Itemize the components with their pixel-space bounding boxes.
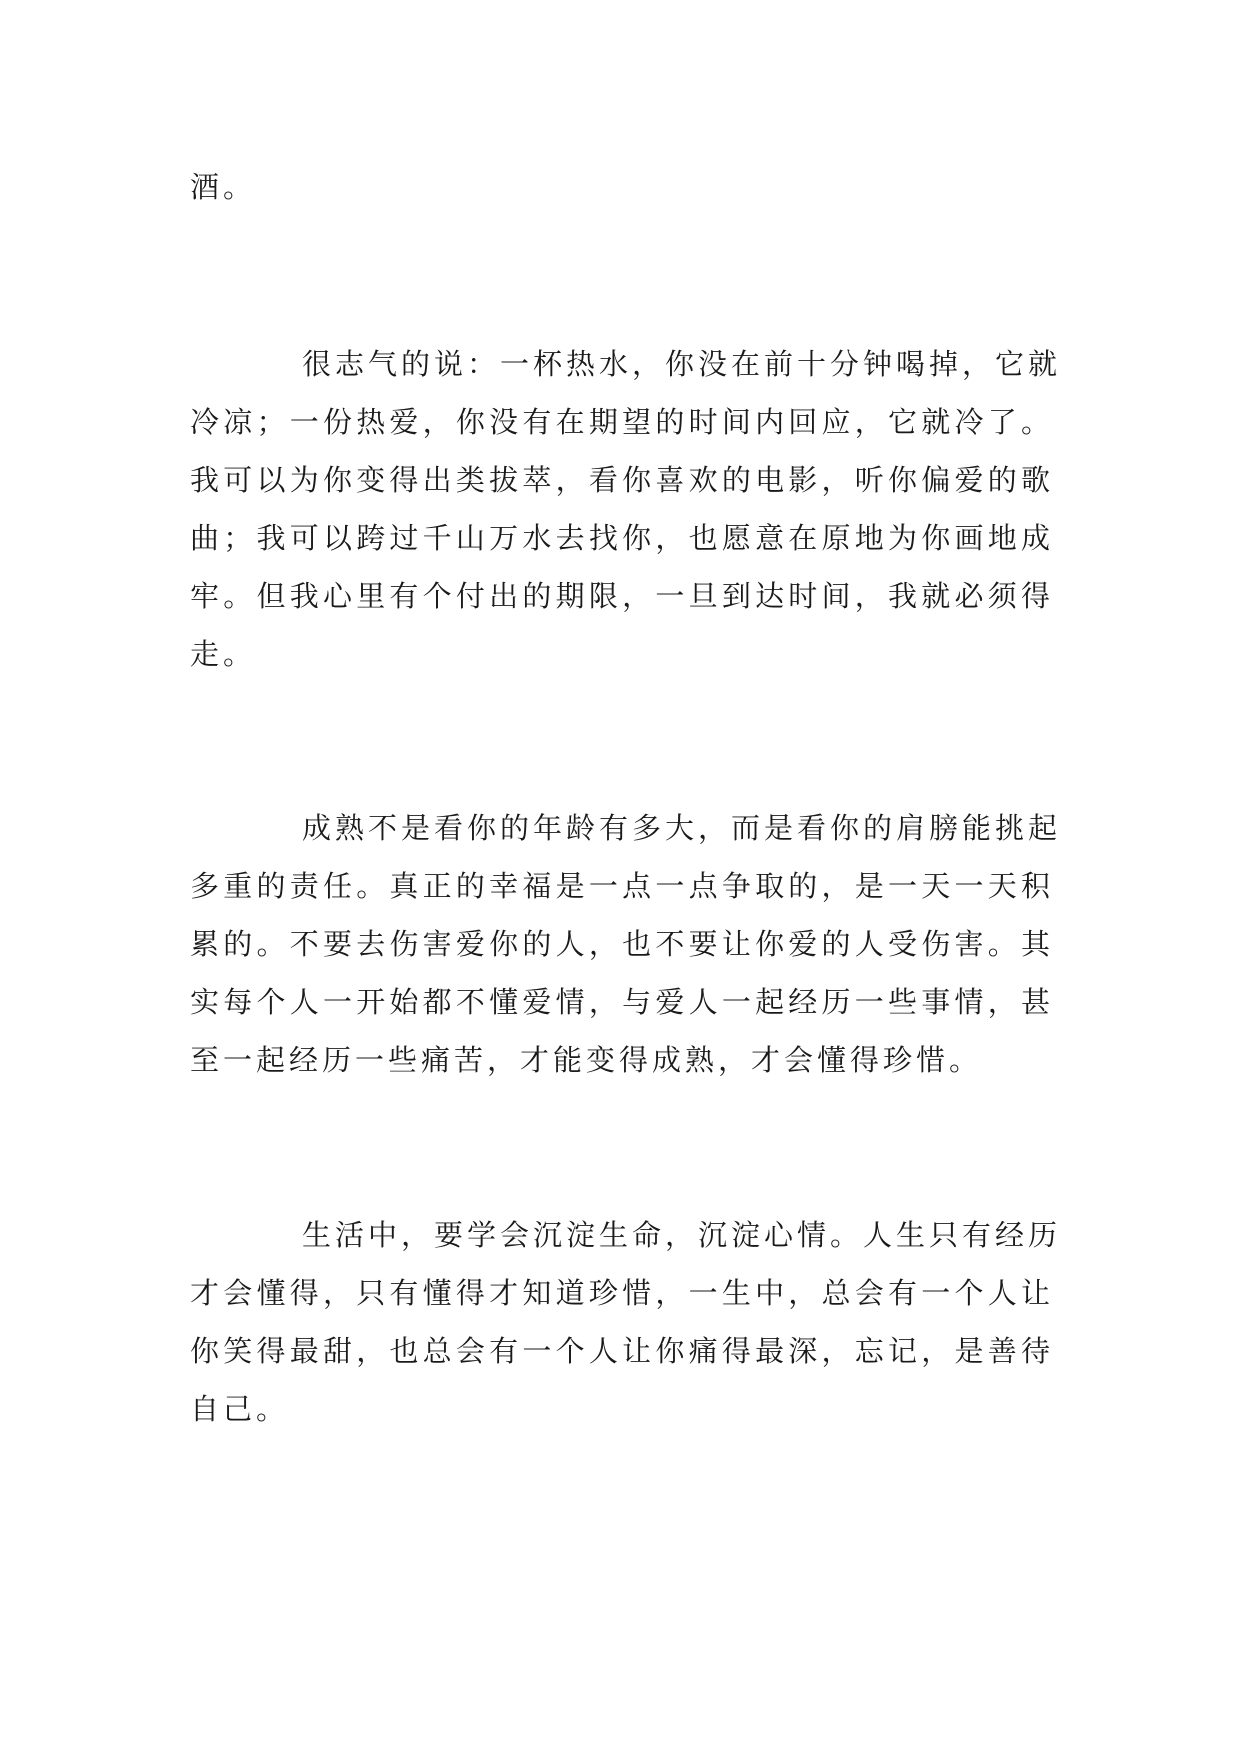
paragraph-line: 走。 <box>190 637 257 671</box>
paragraph-line: 多重的责任。真正的幸福是一点一点争取的，是一天一天积 <box>190 869 1054 903</box>
paragraph-line: 自己。 <box>190 1392 290 1426</box>
paragraph-line: 成熟不是看你的年龄有多大，而是看你的肩膀能挑起 <box>302 811 1062 845</box>
paragraph-line: 你笑得最甜，也总会有一个人让你痛得最深，忘记，是善待 <box>190 1334 1054 1368</box>
paragraph-3 <box>190 799 1062 1089</box>
paragraph-4 <box>190 1206 1062 1438</box>
paragraph-line: 牢。但我心里有个付出的期限，一旦到达时间，我就必须得 <box>190 579 1054 613</box>
paragraph-line: 至一起经历一些痛苦，才能变得成熟，才会懂得珍惜。 <box>190 1043 983 1077</box>
paragraph-line: 很志气的说：一杯热水，你没在前十分钟喝掉，它就 <box>302 347 1062 381</box>
paragraph-line: 生活中，要学会沉淀生命，沉淀心情。人生只有经历 <box>302 1218 1062 1252</box>
paragraph-line: 曲；我可以跨过千山万水去找你，也愿意在原地为你画地成 <box>190 521 1054 555</box>
paragraph-continuation <box>190 158 1054 216</box>
paragraph-line: 才会懂得，只有懂得才知道珍惜，一生中，总会有一个人让 <box>190 1276 1054 1310</box>
paragraph-line: 实每个人一开始都不懂爱情，与爱人一起经历一些事情，甚 <box>190 985 1054 1019</box>
paragraph-line: 我可以为你变得出类拔萃，看你喜欢的电影，听你偏爱的歌 <box>190 463 1054 497</box>
paragraph-line: 累的。不要去伤害爱你的人，也不要让你爱的人受伤害。其 <box>190 927 1054 961</box>
paragraph-2 <box>190 335 1062 683</box>
paragraph-line: 酒。 <box>190 170 257 204</box>
paragraph-line: 冷凉；一份热爱，你没有在期望的时间内回应，它就冷了。 <box>190 405 1054 439</box>
